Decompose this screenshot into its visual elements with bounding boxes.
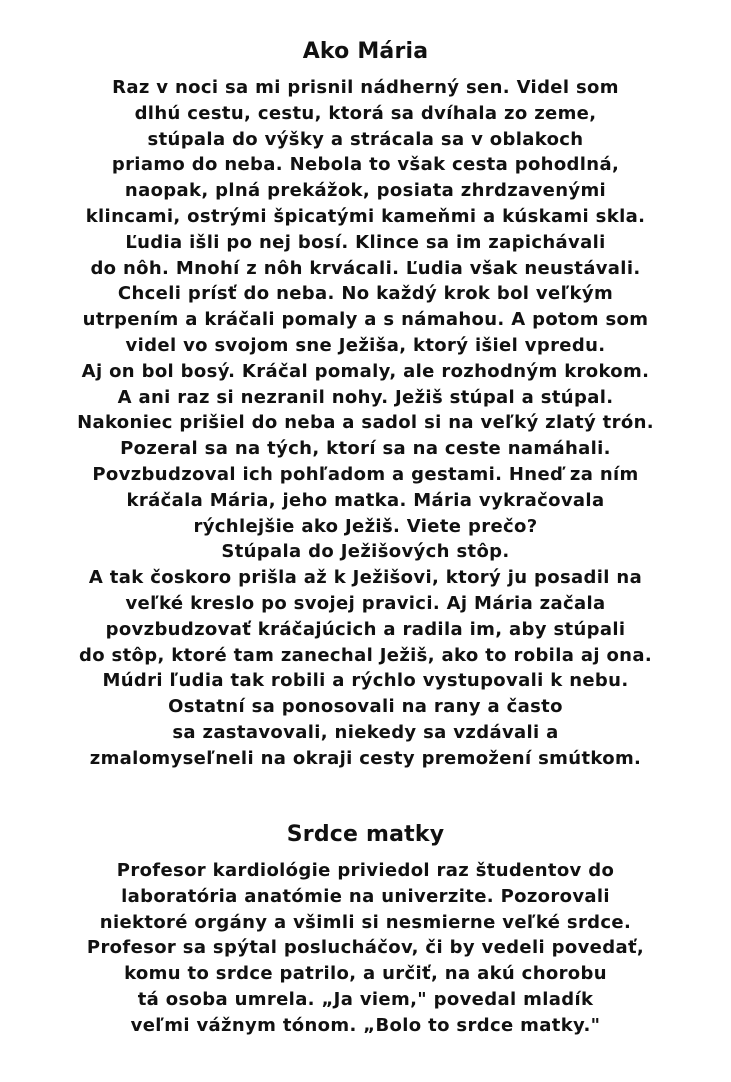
- text-line: Pozeral sa na tých, ktorí sa na ceste namáhali.: [120, 438, 611, 460]
- text-line: Profesor kardiológie priviedol raz študentov do: [116, 860, 615, 881]
- text-line: Chceli prísť do neba. No každý krok bol veľkým: [117, 283, 614, 305]
- text-line: Ľudia išli po nej bosí. Klince sa im zapichávali: [125, 231, 606, 253]
- text-line: naopak, plná prekážok, posiata zhrdzavenými: [124, 180, 607, 202]
- story-srdce-matky: [0, 820, 731, 1039]
- text-line: A tak čoskoro prišla až k Ježišovi, ktorý ju posadil na: [88, 567, 643, 589]
- text-line: priamo do neba. Nebola to však cesta pohodlná,: [111, 154, 620, 176]
- text-line: dlhú cestu, cestu, ktorá sa dvíhala zo zeme,: [134, 102, 597, 124]
- text-line: Povzbudzoval ich pohľadom a gestami. Hneď za ním: [92, 463, 639, 485]
- story-body: [0, 858, 731, 1039]
- text-line: Múdri ľudia tak robili a rýchlo vystupovali k nebu.: [102, 670, 629, 692]
- story-body: [0, 75, 731, 772]
- text-line: Raz v noci sa mi prisnil nádherný sen. Videl som: [112, 77, 619, 98]
- text-line: Stúpala do Ježišových stôp.: [221, 541, 510, 563]
- text-line: klincami, ostrými špicatými kameňmi a kúskami skla.: [85, 205, 646, 227]
- text-line: sa zastavovali, niekedy sa vzdávali a: [172, 721, 559, 743]
- text-line: veľké kreslo po svojej pravici. Aj Mária začala: [125, 592, 606, 614]
- text-line: laboratória anatómie na univerzite. Pozorovali: [121, 885, 610, 907]
- text-line: utrpením a kráčali pomaly a s námahou. A potom som: [82, 309, 649, 331]
- text-line: rýchlejšie ako Ježiš. Viete prečo?: [193, 515, 538, 537]
- text-line: A ani raz si nezranil nohy. Ježiš stúpal a stúpal.: [117, 386, 614, 408]
- text-line: do nôh. Mnohí z nôh krvácali. Ľudia však neustávali.: [90, 257, 641, 279]
- text-line: stúpala do výšky a strácala sa v oblakoch: [147, 128, 584, 150]
- story-title: Srdce matky: [286, 822, 445, 847]
- text-line: Aj on bol bosý. Kráčal pomaly, ale rozhodným krokom.: [81, 360, 650, 382]
- text-line: Ostatní sa ponosovali na rany a často: [168, 696, 563, 718]
- text-line: veľmi vážnym tónom. „Bolo to srdce matky.": [130, 1014, 601, 1036]
- text-line: kráčala Mária, jeho matka. Mária vykračovala: [126, 489, 605, 511]
- text-line: do stôp, ktoré tam zanechal Ježiš, ako to robila aj ona.: [78, 644, 653, 666]
- story-ako-maria: [0, 37, 731, 772]
- text-line: niektoré orgány a všimli si nesmierne veľké srdce.: [99, 911, 632, 933]
- text-line: povzbudzovať kráčajúcich a radila im, aby stúpali: [105, 618, 626, 640]
- text-line: Nakoniec prišiel do neba a sadol si na veľký zlatý trón.: [77, 412, 654, 434]
- text-line: Profesor sa spýtal poslucháčov, či by vedeli povedať,: [86, 937, 645, 959]
- text-line: tá osoba umrela. „Ja viem," povedal mladík: [137, 988, 594, 1010]
- text-line: zmalomyseľneli na okraji cesty premožení smútkom.: [89, 747, 642, 769]
- story-title: Ako Mária: [302, 39, 429, 64]
- text-line: videl vo svojom sne Ježiša, ktorý išiel vpredu.: [125, 334, 606, 356]
- text-line: komu to srdce patrilo, a určiť, na akú chorobu: [124, 963, 607, 985]
